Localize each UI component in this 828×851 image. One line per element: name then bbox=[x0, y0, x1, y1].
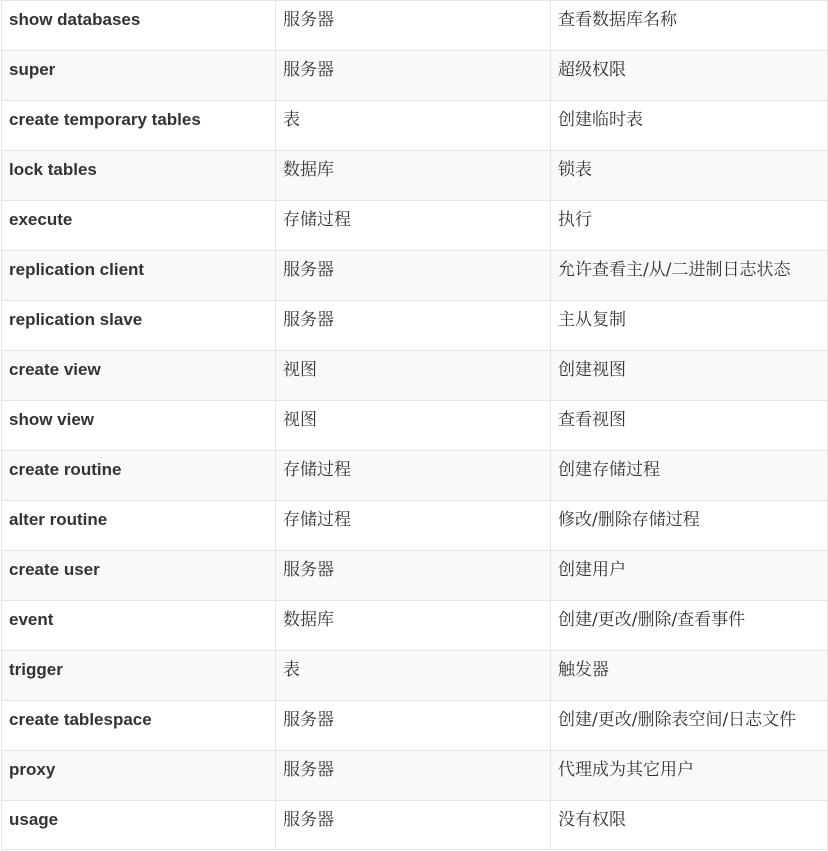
table-row bbox=[2, 601, 828, 651]
privilege-description: 代理成为其它用户 bbox=[551, 751, 828, 801]
privilege-name: create user bbox=[2, 551, 276, 601]
privilege-scope: 视图 bbox=[276, 351, 551, 401]
table-row bbox=[2, 401, 828, 451]
privilege-scope: 服务器 bbox=[276, 751, 551, 801]
table-row bbox=[2, 701, 828, 751]
privilege-name: create tablespace bbox=[2, 701, 276, 751]
privilege-scope: 服务器 bbox=[276, 1, 551, 51]
privilege-name: show view bbox=[2, 401, 276, 451]
privilege-description: 查看视图 bbox=[551, 401, 828, 451]
privilege-name: usage bbox=[2, 801, 276, 850]
table-row bbox=[2, 651, 828, 701]
privilege-scope: 服务器 bbox=[276, 801, 551, 850]
privilege-name: alter routine bbox=[2, 501, 276, 551]
privilege-name: show databases bbox=[2, 1, 276, 51]
table-row bbox=[2, 451, 828, 501]
privilege-scope: 数据库 bbox=[276, 601, 551, 651]
privilege-description: 创建临时表 bbox=[551, 101, 828, 151]
privilege-description: 创建/更改/删除/查看事件 bbox=[551, 601, 828, 651]
privilege-description: 主从复制 bbox=[551, 301, 828, 351]
privilege-description: 执行 bbox=[551, 201, 828, 251]
table-row bbox=[2, 301, 828, 351]
privilege-description: 锁表 bbox=[551, 151, 828, 201]
table-row bbox=[2, 1, 828, 51]
privilege-description: 创建视图 bbox=[551, 351, 828, 401]
privilege-scope: 视图 bbox=[276, 401, 551, 451]
privilege-scope: 存储过程 bbox=[276, 201, 551, 251]
privilege-description: 没有权限 bbox=[551, 801, 828, 850]
privilege-description: 触发器 bbox=[551, 651, 828, 701]
privilege-description: 创建/更改/删除表空间/日志文件 bbox=[551, 701, 828, 751]
privilege-description: 查看数据库名称 bbox=[551, 1, 828, 51]
privilege-name: create temporary tables bbox=[2, 101, 276, 151]
privilege-scope: 存储过程 bbox=[276, 501, 551, 551]
privileges-table bbox=[1, 0, 828, 850]
privilege-scope: 服务器 bbox=[276, 251, 551, 301]
privilege-description: 修改/删除存储过程 bbox=[551, 501, 828, 551]
privilege-scope: 数据库 bbox=[276, 151, 551, 201]
table-row bbox=[2, 251, 828, 301]
privilege-scope: 存储过程 bbox=[276, 451, 551, 501]
table-row bbox=[2, 501, 828, 551]
table-row bbox=[2, 551, 828, 601]
table-row bbox=[2, 801, 828, 850]
privilege-name: replication client bbox=[2, 251, 276, 301]
table-row bbox=[2, 151, 828, 201]
privilege-scope: 服务器 bbox=[276, 301, 551, 351]
privilege-name: replication slave bbox=[2, 301, 276, 351]
privilege-scope: 表 bbox=[276, 101, 551, 151]
privilege-name: event bbox=[2, 601, 276, 651]
table-row bbox=[2, 201, 828, 251]
privilege-description: 创建存储过程 bbox=[551, 451, 828, 501]
table-row bbox=[2, 51, 828, 101]
privilege-name: create routine bbox=[2, 451, 276, 501]
table-row bbox=[2, 751, 828, 801]
privilege-name: lock tables bbox=[2, 151, 276, 201]
privilege-name: proxy bbox=[2, 751, 276, 801]
table-row bbox=[2, 351, 828, 401]
privilege-scope: 服务器 bbox=[276, 701, 551, 751]
table-row bbox=[2, 101, 828, 151]
privilege-description: 允许查看主/从/二进制日志状态 bbox=[551, 251, 828, 301]
privilege-name: execute bbox=[2, 201, 276, 251]
privilege-scope: 表 bbox=[276, 651, 551, 701]
privilege-scope: 服务器 bbox=[276, 551, 551, 601]
privilege-description: 超级权限 bbox=[551, 51, 828, 101]
privilege-name: trigger bbox=[2, 651, 276, 701]
privilege-name: create view bbox=[2, 351, 276, 401]
privilege-scope: 服务器 bbox=[276, 51, 551, 101]
privilege-description: 创建用户 bbox=[551, 551, 828, 601]
privilege-name: super bbox=[2, 51, 276, 101]
